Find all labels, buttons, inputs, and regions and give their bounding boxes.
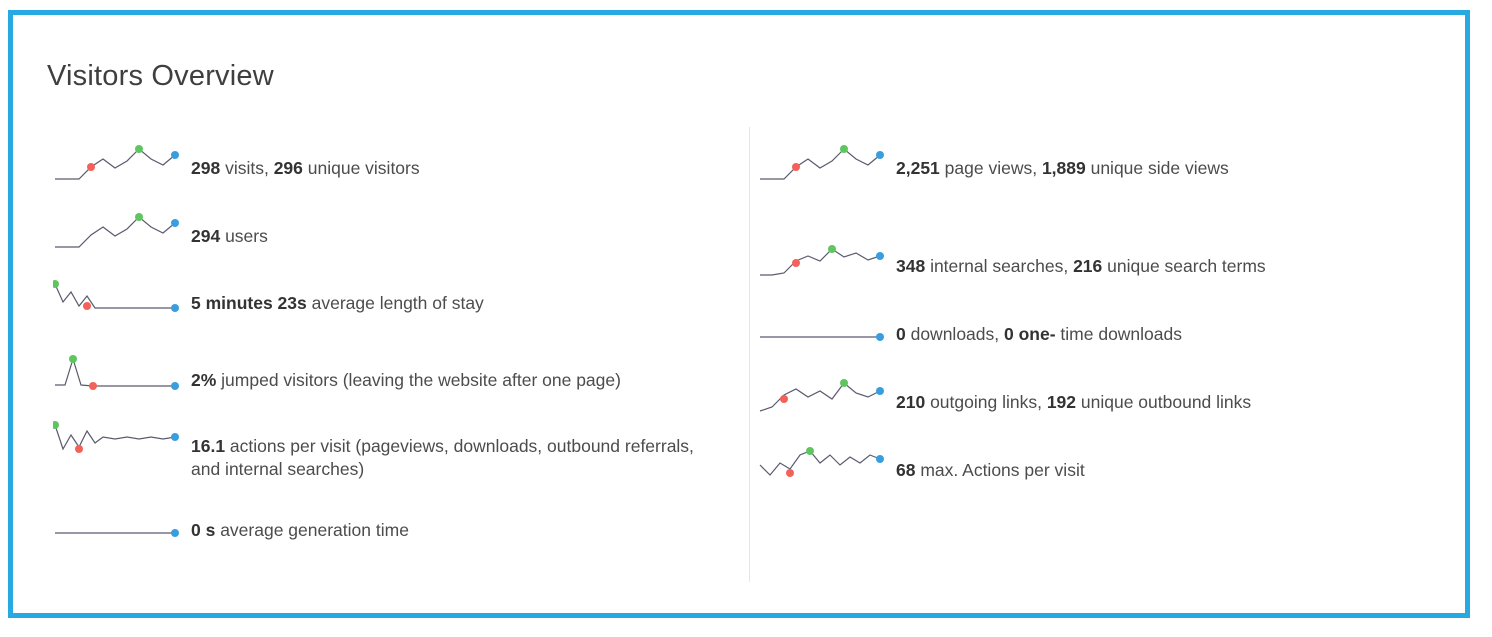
- sparkline-flat-icon: [758, 307, 896, 353]
- sparkline-icon: [53, 276, 191, 322]
- sparkline-icon: [53, 353, 191, 399]
- metric-label: 2% jumped visitors (leaving the website after one page): [191, 370, 621, 390]
- left-metrics-column: [53, 125, 753, 595]
- sparkline-icon: [758, 375, 896, 421]
- metric-label: 348 internal searches, 216 unique search terms: [896, 256, 1266, 276]
- visitors-overview-panel: [8, 10, 1470, 618]
- sparkline-icon: [758, 141, 896, 187]
- sparkline-icon: [758, 239, 896, 285]
- metric-label: 0 s average generation time: [191, 520, 409, 540]
- metric-row[interactable]: [758, 155, 1229, 187]
- page-title: Visitors Overview: [47, 60, 274, 92]
- metric-row[interactable]: [758, 457, 1085, 489]
- metric-label: 16.1 actions per visit (pageviews, downloads, outbound referrals, and internal searches): [191, 436, 694, 479]
- metric-label: 5 minutes 23s average length of stay: [191, 293, 484, 313]
- metric-row[interactable]: [53, 367, 621, 399]
- sparkline-flat-icon: [53, 503, 191, 549]
- metric-row[interactable]: [758, 389, 1251, 421]
- metrics-columns: [13, 125, 1465, 595]
- metric-row[interactable]: [758, 321, 1182, 353]
- metric-label: 68 max. Actions per visit: [896, 460, 1085, 480]
- metric-row[interactable]: [53, 155, 420, 187]
- sparkline-icon: [53, 419, 191, 465]
- sparkline-icon: [53, 209, 191, 255]
- metric-row[interactable]: [53, 290, 484, 322]
- sparkline-icon: [758, 443, 896, 489]
- metric-label: 2,251 page views, 1,889 unique side views: [896, 158, 1229, 178]
- right-metrics-column: [758, 125, 1448, 595]
- metric-label: 0 downloads, 0 one- time downloads: [896, 324, 1183, 344]
- metric-label: 294 users: [191, 226, 268, 246]
- panel-body: [13, 15, 1465, 613]
- metric-row[interactable]: [758, 253, 1266, 285]
- metric-label: 210 outgoing links, 192 unique outbound links: [896, 392, 1252, 412]
- metric-row[interactable]: [53, 433, 711, 481]
- metric-label: 298 visits, 296 unique visitors: [191, 158, 420, 178]
- sparkline-icon: [53, 141, 191, 187]
- metric-row[interactable]: [53, 517, 409, 549]
- metric-row[interactable]: [53, 223, 268, 255]
